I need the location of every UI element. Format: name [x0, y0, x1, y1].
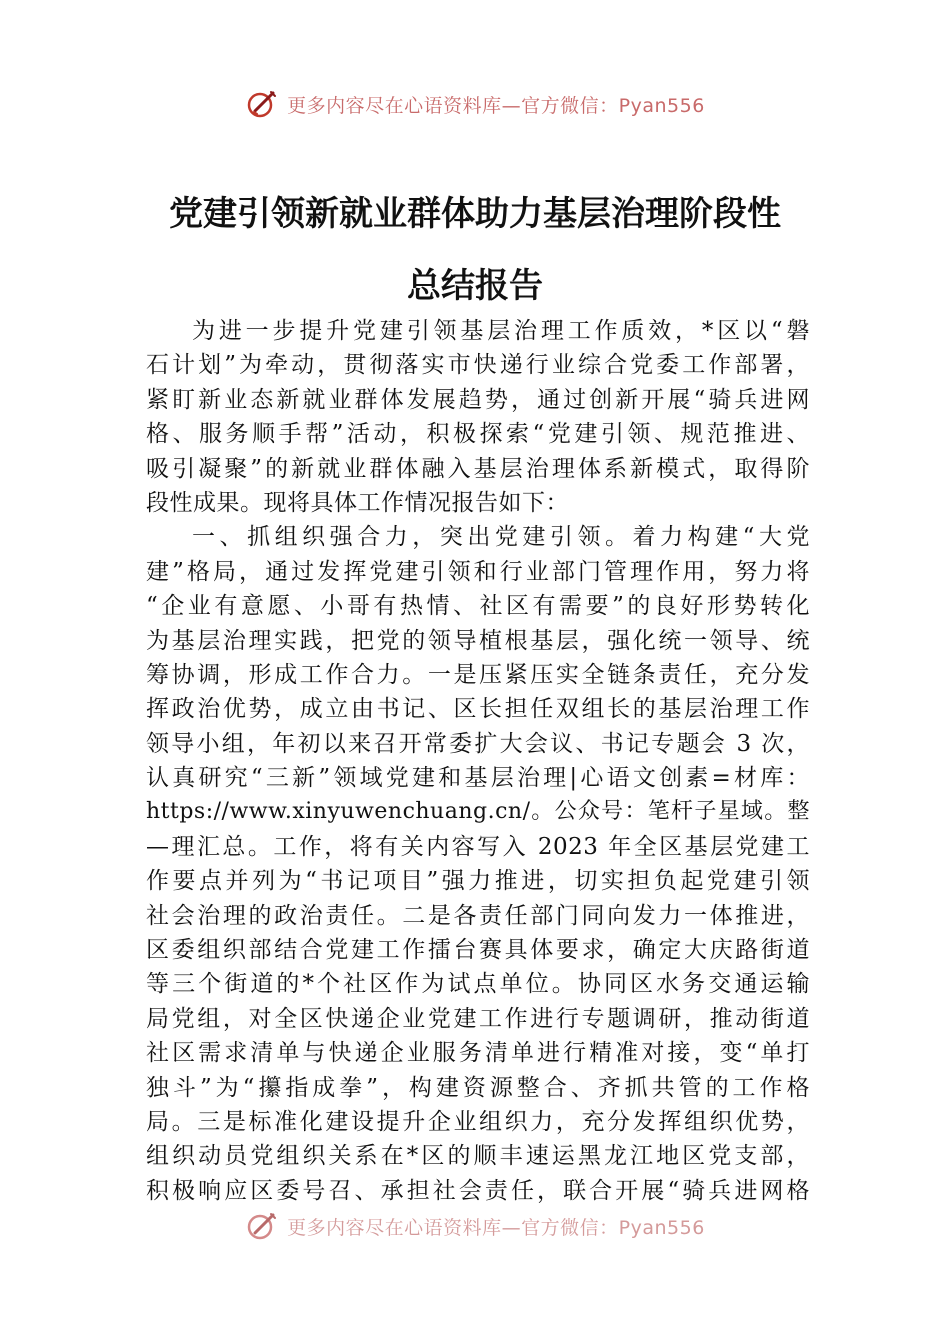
body-line: 一、抓组织强合力，突出党建引领。着力构建“大党: [192, 524, 810, 551]
body-line: 局。三是标准化建设提升企业组织力，充分发挥组织优势，: [146, 1108, 810, 1135]
body-line: 为进一步提升党建引领基层治理工作质效，*区以“磐: [192, 318, 810, 344]
document-body: [146, 314, 810, 1220]
body-line: 独斗”为“攥指成拳”，构建资源整合、齐抓共管的工作格: [146, 1074, 810, 1101]
body-line: 作要点并列为“书记项目”强力推进，切实担负起党建引领: [146, 868, 810, 895]
pen-logo-icon: [245, 87, 279, 121]
pen-logo-icon: [245, 1209, 279, 1243]
watermark-text: 更多内容尽在心语资料库—官方微信：Pyan556: [287, 1216, 705, 1239]
body-line: 格、服务顺手帮”活动，积极探索“党建引领、规范推进、: [146, 421, 810, 448]
body-line: 社会治理的政治责任。二是各责任部门同向发力一体推进，: [146, 902, 810, 929]
body-line: 建”格局，通过发挥党建引领和行业部门管理作用，努力将: [146, 558, 810, 585]
body-line: 社区需求清单与快递企业服务清单进行精准对接，变“单打: [146, 1040, 810, 1067]
watermark-banner-bottom: [0, 1206, 950, 1246]
watermark-text: 更多内容尽在心语资料库—官方微信：Pyan556: [287, 94, 705, 117]
body-line-url: https://www.xinyuwenchuang.cn/。公众号：笔杆子星域。整: [146, 799, 810, 825]
body-line: 积极响应区委号召、承担社会责任，联合开展“骑兵进网格: [146, 1177, 810, 1204]
body-line: 挥政治优势，成立由书记、区长担任双组长的基层治理工作: [146, 696, 810, 723]
body-line: 石计划”为牵动，贯彻落实市快递行业综合党委工作部署，: [146, 352, 810, 379]
body-line: 为基层治理实践，把党的领导植根基层，强化统一领导、统: [146, 627, 810, 654]
body-line: 紧盯新业态新就业群体发展趋势，通过创新开展“骑兵进网: [146, 386, 810, 413]
body-line: 认真研究“三新”领域党建和基层治理|心语文创素=材库：: [146, 765, 810, 792]
body-line: —理汇总。工作，将有关内容写入 2023 年全区基层党建工: [146, 833, 810, 860]
body-line: 等三个街道的*个社区作为试点单位。协同区水务交通运输: [146, 971, 810, 998]
body-line: 段性成果。现将具体工作情况报告如下：: [146, 489, 569, 516]
body-line: 筹协调，形成工作合力。一是压紧压实全链条责任，充分发: [146, 661, 810, 688]
body-line: 区委组织部结合党建工作擂台赛具体要求，确定大庆路街道: [146, 937, 810, 964]
body-line: 领导小组，年初以来召开常委扩大会议、书记专题会 3 次，: [146, 730, 810, 757]
body-line: 局党组，对全区快递企业党建工作进行专题调研，推动街道: [146, 1005, 810, 1032]
body-line: “企业有意愿、小哥有热情、社区有需要”的良好形势转化: [146, 593, 810, 620]
document-title-line1: 党建引领新就业群体助力基层治理阶段性: [169, 194, 781, 234]
watermark-banner-top: [0, 84, 950, 124]
body-line: 组织动员党组织关系在*区的顺丰速运黑龙江地区党支部，: [146, 1143, 810, 1170]
body-line: 吸引凝聚”的新就业群体融入基层治理体系新模式，取得阶: [146, 455, 810, 482]
document-title-line2: 总结报告: [407, 266, 543, 306]
